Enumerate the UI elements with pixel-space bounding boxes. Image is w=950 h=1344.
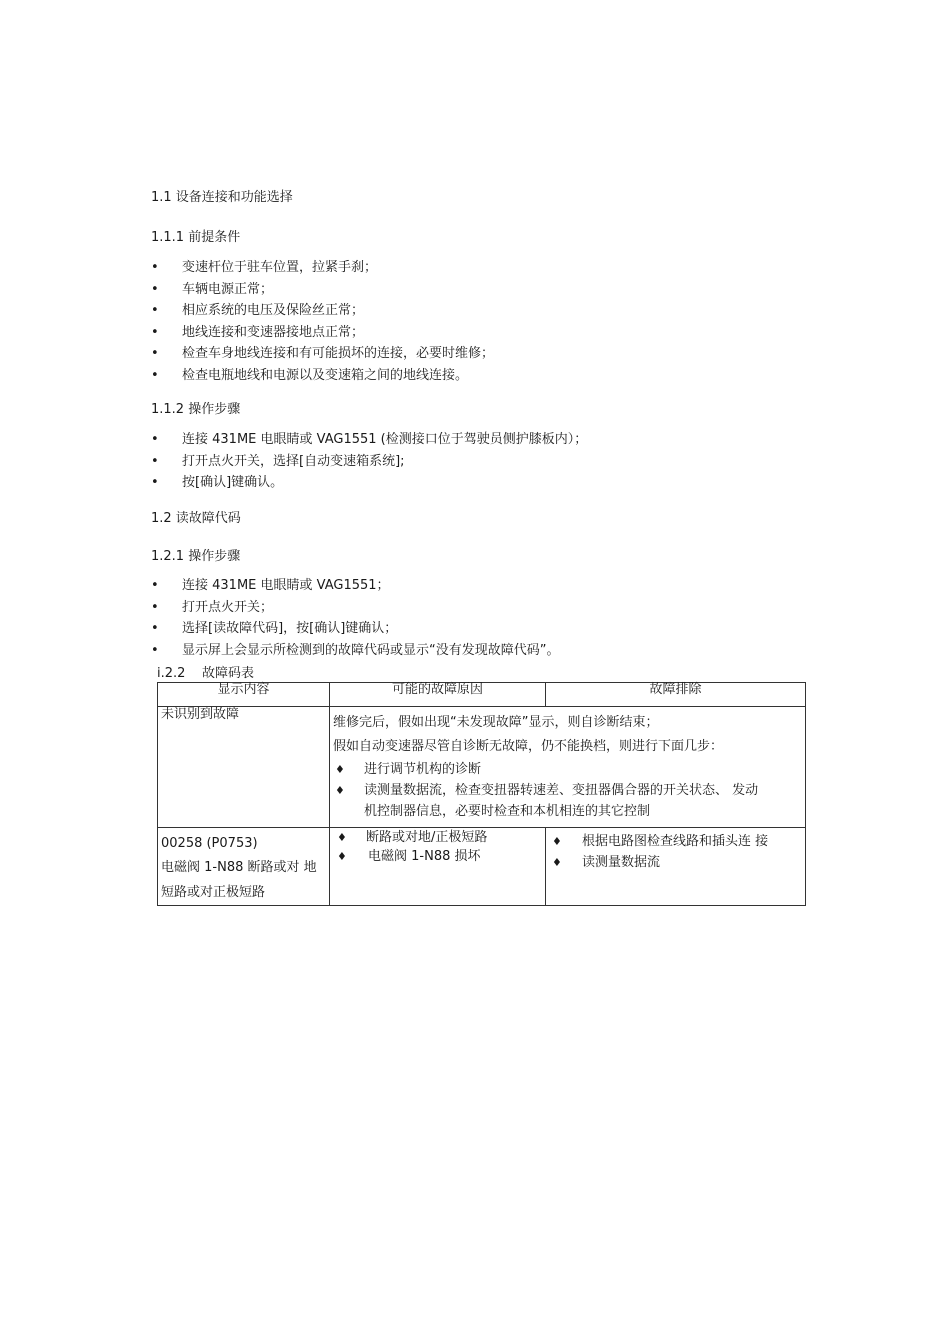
bullet-icon: • bbox=[151, 303, 159, 318]
bullet-icon: • bbox=[151, 346, 159, 361]
list-item: ♦ 读测量数据流，检查变扭器转速差、变扭器偶合器的开关状态、 发动 机控制器信息，必要时检查和本机相连的其它控制 bbox=[333, 780, 802, 822]
bullet-icon: • bbox=[151, 367, 159, 383]
list-item: ♦ 电磁阀 1-N88 损坏 bbox=[337, 849, 481, 864]
section-heading-1-2-1: 1.2.1 操作步骤 bbox=[151, 549, 241, 564]
cell-cause: 维修完后，假如出现“未发现故障”显示，则自诊断结束； 假如自动变速器尽管自诊断无故障，仍不能换档，则进行下面几步： ♦ 进行调节机构的诊断 ♦ 读测量数据流，检查变扭器转速差、变扭器偶合器的开关状态、 发动 机控制器信息，必要时检查和本机相连的其它控制 bbox=[330, 707, 806, 828]
diamond-bullet-icon: ♦ bbox=[552, 856, 562, 869]
diamond-bullet-icon: ♦ bbox=[337, 850, 347, 863]
cell-display: 00258 (P0753) 电磁阀 1-N88 断路或对 地 短路或对正极短路 bbox=[158, 828, 330, 906]
bullet-icon: • bbox=[151, 578, 159, 593]
cell-cause bbox=[330, 828, 546, 906]
bullet-icon: • bbox=[151, 432, 159, 447]
cell-fix bbox=[546, 828, 806, 906]
section-heading-1-1-1: 1.1.1 前提条件 bbox=[151, 230, 241, 245]
column-header-display: 显示内容 bbox=[158, 683, 330, 707]
table-header-row bbox=[158, 683, 806, 707]
diamond-bullet-icon: ♦ bbox=[337, 831, 347, 844]
bullet-icon: • bbox=[151, 453, 159, 469]
list-item: ♦ 进行调节机构的诊断 bbox=[333, 759, 802, 780]
diamond-bullet-icon: ♦ bbox=[335, 763, 345, 776]
section-heading-1-2: 1.2 读故障代码 bbox=[151, 511, 241, 526]
bullet-icon: • bbox=[151, 475, 159, 490]
bullet-icon: • bbox=[151, 621, 159, 636]
table-row bbox=[158, 828, 806, 906]
diamond-bullet-icon: ♦ bbox=[552, 835, 562, 848]
column-header-fix: 故障排除 bbox=[546, 683, 806, 707]
list-item: ♦ 读测量数据流 bbox=[549, 852, 802, 873]
bullet-icon: • bbox=[151, 281, 159, 297]
cell-display: 未识别到故障 bbox=[158, 707, 330, 828]
section-heading-1-1: 1.1 设备连接和功能选择 bbox=[151, 190, 293, 205]
section-heading-1-2-2: i.2.2 故障码表 bbox=[157, 666, 254, 681]
bullet-icon: • bbox=[151, 642, 159, 658]
table-row bbox=[158, 707, 806, 828]
bullet-icon: • bbox=[151, 260, 159, 275]
list-item: ♦ 断路或对地/正极短路 bbox=[337, 830, 488, 845]
document-page: 1.1 设备连接和功能选择 1.1.1 前提条件 • 变速杆位于驻车位置，拉紧手刹； • 车辆电源正常； • 相应系统的电压及保险丝正常； • 地线连接和变速器接地点正常； • 检查车身地线连接和有可能损坏的连接，必要时维修； • 检查电瓶地线和电源以及变速箱之间的地线连接。 1.1.2 操作步骤 • 连接 431ME 电眼睛或 VAG1551 (检测接口位于驾驶员侧护膝板内）； • 打开点火开关，选择[自动变速箱系统]; • 按[确认]键确认。 1.2 读故障代码 1.2.1 操作步骤 • 连接 431ME 电眼睛或 VAG1551； • 打开点火开关； • 选择[读故障代码]，按[确认]键确认； • 显示屏上会显示所检测到的故障代码或显示“没有发现故障代码”。 i.2.2 故障码表 显示内容 可能的故障原因 故障排除 未识别到故障 维修完后，假如出现“未发现故障”显示，则自诊断结束； 假如自动变速器尽管自诊断无故障，仍不能换档，则进行下面几步： ♦ 进行调节机构的诊断 ♦ 读测量数据流，检查变扭器转速差、变扭器偶合器的开关状态、 发动 机控制器信息，必要时检查和本机相连的其它控制 00258 (P0753) 电磁阀 1-N88 断路或对 地 短路或对正极短路 ♦ 断路或对地/正极短路 ♦ 电磁阀 1-N88 损坏 ♦ 根据电路图检查线路和插头连 接 ♦ 读测量数据流 bbox=[0, 0, 950, 1344]
bullet-icon: • bbox=[151, 324, 159, 340]
bullet-icon: • bbox=[151, 599, 159, 615]
diamond-bullet-icon: ♦ bbox=[335, 784, 345, 797]
section-heading-1-1-2: 1.1.2 操作步骤 bbox=[151, 402, 241, 417]
fault-code-table bbox=[157, 682, 806, 906]
column-header-cause: 可能的故障原因 bbox=[330, 683, 546, 707]
list-item: ♦ 根据电路图检查线路和插头连 接 bbox=[549, 831, 802, 852]
